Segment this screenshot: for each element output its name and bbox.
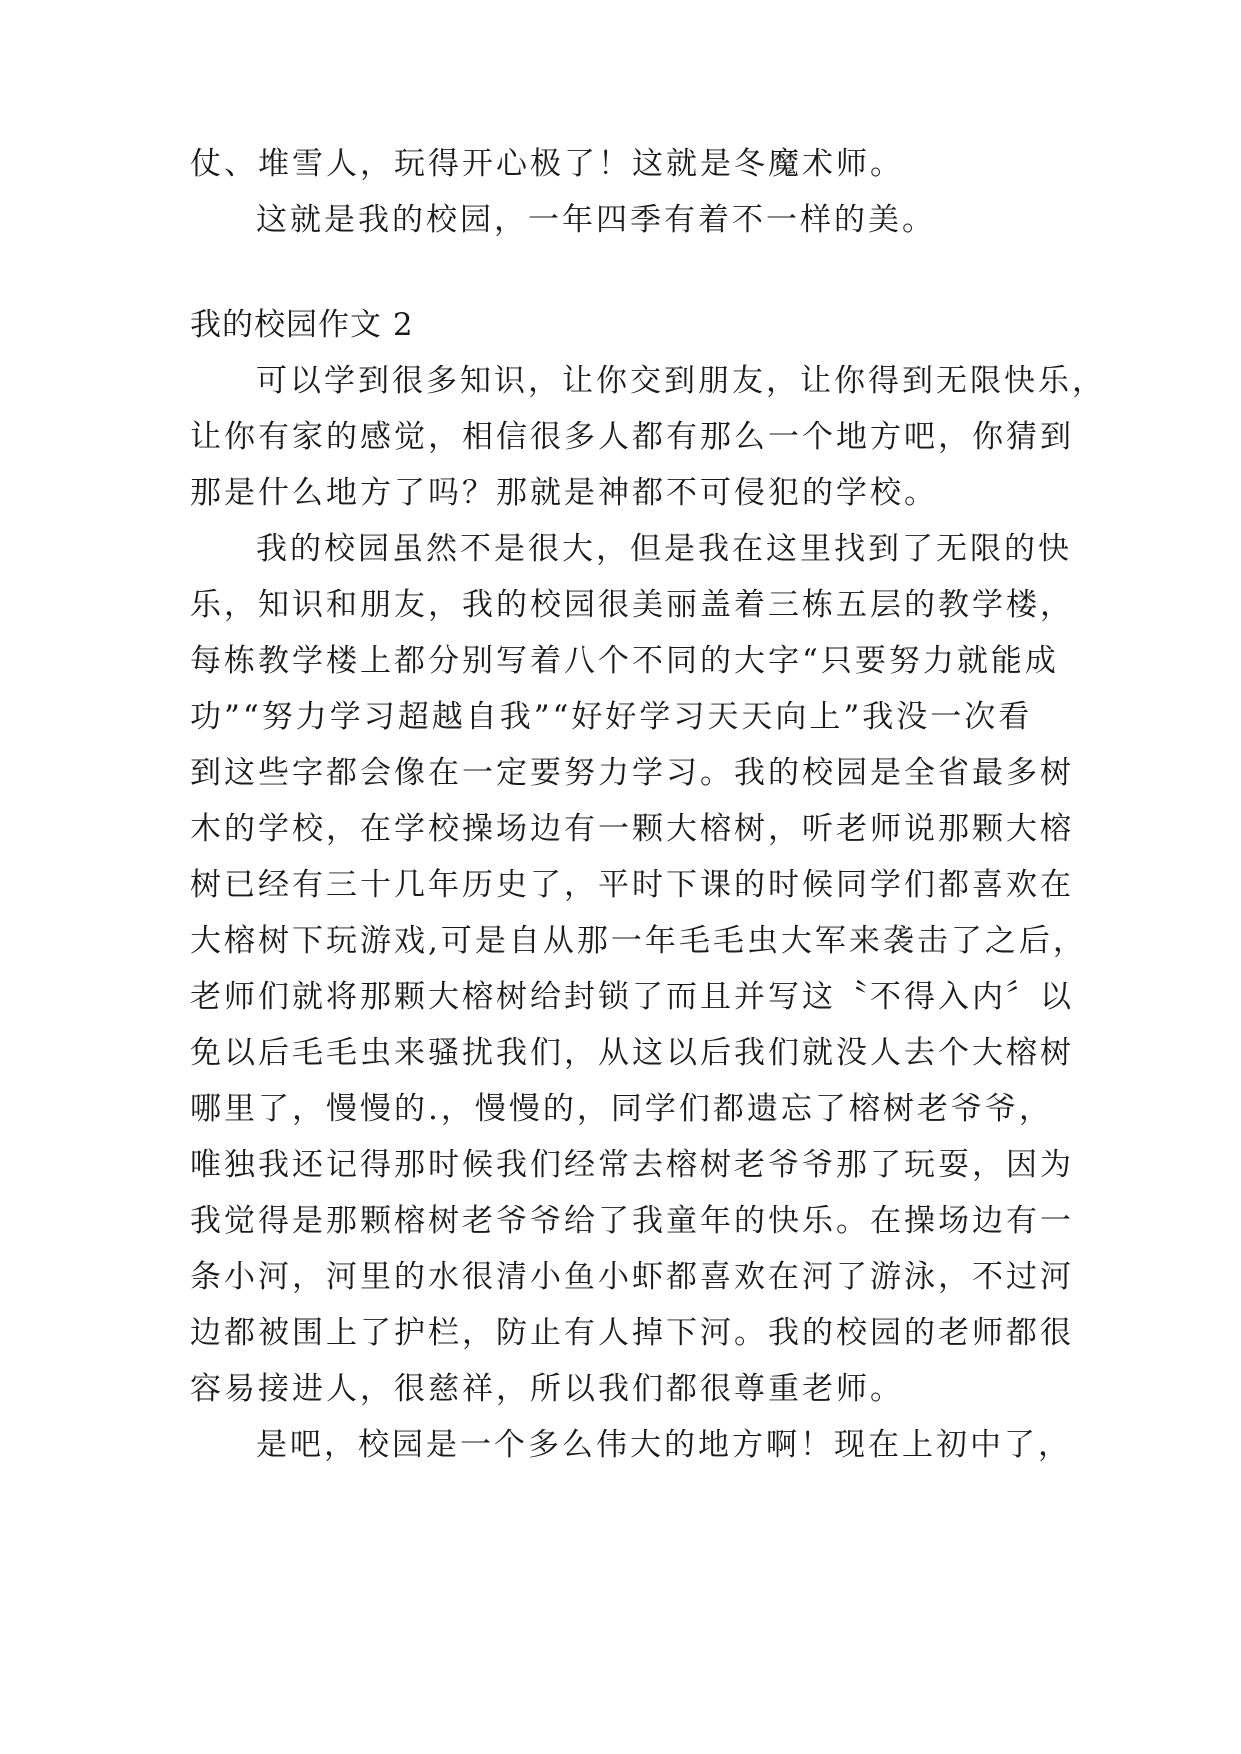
- text-line: 容易接进人，很慈祥，所以我们都很尊重老师。: [190, 1371, 904, 1407]
- text-line: 老师们就将那颗大榕树给封锁了而且并写这〝不得入内〞以: [190, 979, 1074, 1015]
- text-line: 仗、堆雪人，玩得开心极了！这就是冬魔术师。: [190, 146, 904, 182]
- text-line: 乐，知识和朋友，我的校园很美丽盖着三栋五层的教学楼，: [190, 587, 1074, 623]
- text-line: 可以学到很多知识，让你交到朋友，让你得到无限快乐，: [256, 363, 1106, 399]
- section2-paragraph-2: [190, 521, 1087, 1417]
- text-line: 木的学校，在学校操场边有一颗大榕树，听老师说那颗大榕: [190, 811, 1074, 847]
- text-line: 让你有家的感觉，相信很多人都有那么一个地方吧，你猜到: [190, 419, 1074, 455]
- essay-title: 我的校园作文 2: [190, 307, 414, 343]
- text-line: 免以后毛毛虫来骚扰我们，从这以后我们就没人去个大榕树: [190, 1035, 1074, 1071]
- text-line: 这就是我的校园，一年四季有着不一样的美。: [256, 202, 936, 238]
- text-line: 边都被围上了护栏，防止有人掉下河。我的校园的老师都很: [190, 1315, 1074, 1351]
- text-line: 大榕树下玩游戏,可是自从那一年毛毛虫大军来袭击了之后，: [190, 923, 1087, 959]
- text-line: 那是什么地方了吗？那就是神都不可侵犯的学校。: [190, 475, 938, 511]
- text-line: 是吧，校园是一个多么伟大的地方啊！现在上初中了，: [256, 1427, 1072, 1463]
- text-line: 我觉得是那颗榕树老爷爷给了我童年的快乐。在操场边有一: [190, 1203, 1074, 1239]
- text-line: 条小河，河里的水很清小鱼小虾都喜欢在河了游泳，不过河: [190, 1259, 1074, 1295]
- text-line: 到这些字都会像在一定要努力学习。我的校园是全省最多树: [190, 755, 1074, 791]
- section2-paragraph-1: [190, 353, 1106, 521]
- text-line: 我的校园虽然不是很大，但是我在这里找到了无限的快: [256, 531, 1072, 567]
- text-line: 树已经有三十几年历史了，平时下课的时候同学们都喜欢在: [190, 867, 1074, 903]
- text-line: 每栋教学楼上都分别写着八个不同的大字“只要努力就能成: [190, 643, 1059, 679]
- text-line: 功”“努力学习超越自我”“好好学习天天向上”我没一次看: [190, 699, 1033, 735]
- text-line: 哪里了，慢慢的.，慢慢的，同学们都遗忘了榕树老爷爷，: [190, 1091, 1053, 1127]
- section1-text: [190, 136, 1070, 248]
- text-line: 唯独我还记得那时候我们经常去榕树老爷爷那了玩耍，因为: [190, 1147, 1074, 1183]
- section2-paragraph-3: [190, 1417, 1070, 1473]
